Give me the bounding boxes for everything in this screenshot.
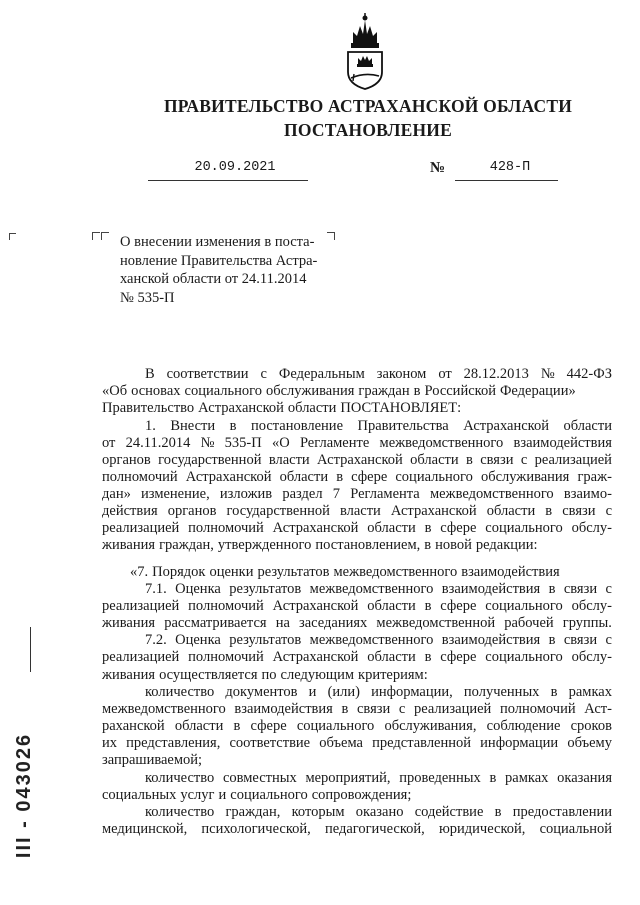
subject-line: ханской области от 24.11.2014 xyxy=(120,271,307,287)
document-subject xyxy=(120,233,333,307)
body-line: «7. Порядок оценки результатов межведомственного взаимодействия xyxy=(130,564,560,580)
body-line: количество граждан, которым оказано содействие в предоставлении xyxy=(145,804,612,820)
number-sign: № xyxy=(430,160,446,176)
document-number: 428-П xyxy=(489,160,531,175)
coat-of-arms-icon xyxy=(339,10,391,90)
subject-line: О внесении изменения в поста- xyxy=(120,234,315,250)
body-line: их представления, соответствие объема представленной информации объему xyxy=(102,735,612,751)
body-line: «Об основах социального обслуживания граждан в Российской Федерации» xyxy=(102,383,576,399)
corner-mark xyxy=(92,232,100,240)
corner-mark xyxy=(101,232,109,240)
body-line: социальных услуг и социального сопровождения; xyxy=(102,787,412,803)
body-line: живания граждан, утвержденного постановлением, в новой редакции: xyxy=(102,537,538,553)
body-line: органов государственной власти Астраханской области в связи с реализацией xyxy=(102,452,612,468)
body-line: 7.2. Оценка результатов межведомственного взаимодействия в связи с xyxy=(145,632,612,648)
date-underline xyxy=(148,180,308,181)
body-line: живания рассматривается на заседаниях межведомственной рабочей группы. xyxy=(102,615,612,631)
margin-line xyxy=(30,627,31,672)
body-line: Правительство Астраханской области ПОСТАНОВЛЯЕТ: xyxy=(102,400,462,416)
body-line: 7.1. Оценка результатов межведомственного взаимодействия в связи с xyxy=(145,581,612,597)
body-line: количество документов и (или) информации, полученных в рамках xyxy=(145,684,612,700)
body-line: полномочий Астраханской области в сфере социального обслуживания граж- xyxy=(102,469,612,485)
document-type: ПОСТАНОВЛЕНИЕ xyxy=(284,120,452,140)
body-line: 1. Внести в постановление Правительства Астраханской области xyxy=(145,418,612,434)
serial-text: III - 043026 xyxy=(13,732,36,858)
body-line: живания осуществляется по следующим критериям: xyxy=(102,667,428,683)
body-line: реализацией полномочий Астраханской области в сфере социального обслу- xyxy=(102,520,612,536)
body-line: медицинской, психологической, педагогической, юридической, социальной xyxy=(102,821,612,837)
serial-number xyxy=(6,720,44,870)
body-line: межведомственного взаимодействия в связи с реализацией полномочий Аст- xyxy=(102,701,612,717)
body-line: В соответствии с Федеральным законом от 28.12.2013 № 442-ФЗ xyxy=(145,366,612,382)
body-line: дан» изменение, изложив раздел 7 Регламента межведомственного взаимо- xyxy=(102,486,612,502)
body-line: запрашиваемой; xyxy=(102,752,203,768)
body-line: от 24.11.2014 № 535-П «О Регламенте межведомственного взаимодействия xyxy=(102,435,612,451)
document-date: 20.09.2021 xyxy=(194,160,276,175)
body-line: реализацией полномочий Астраханской области в сфере социального обслу- xyxy=(102,649,612,665)
body-line: количество совместных мероприятий, проведенных в рамках оказания xyxy=(145,770,612,786)
body-line: действия органов государственной власти Астраханской области в связи с xyxy=(102,503,612,519)
government-name: ПРАВИТЕЛЬСТВО АСТРАХАНСКОЙ ОБЛАСТИ xyxy=(163,96,573,116)
corner-mark xyxy=(9,233,16,240)
body-line: реализацией полномочий Астраханской области в сфере социального обслу- xyxy=(102,598,612,614)
number-underline xyxy=(455,180,558,181)
body-line: раханской области в сфере социального обслуживания, соблюдение сроков xyxy=(102,718,612,734)
subject-line: № 535-П xyxy=(120,289,175,306)
subject-line: новление Правительства Астра- xyxy=(120,252,318,269)
